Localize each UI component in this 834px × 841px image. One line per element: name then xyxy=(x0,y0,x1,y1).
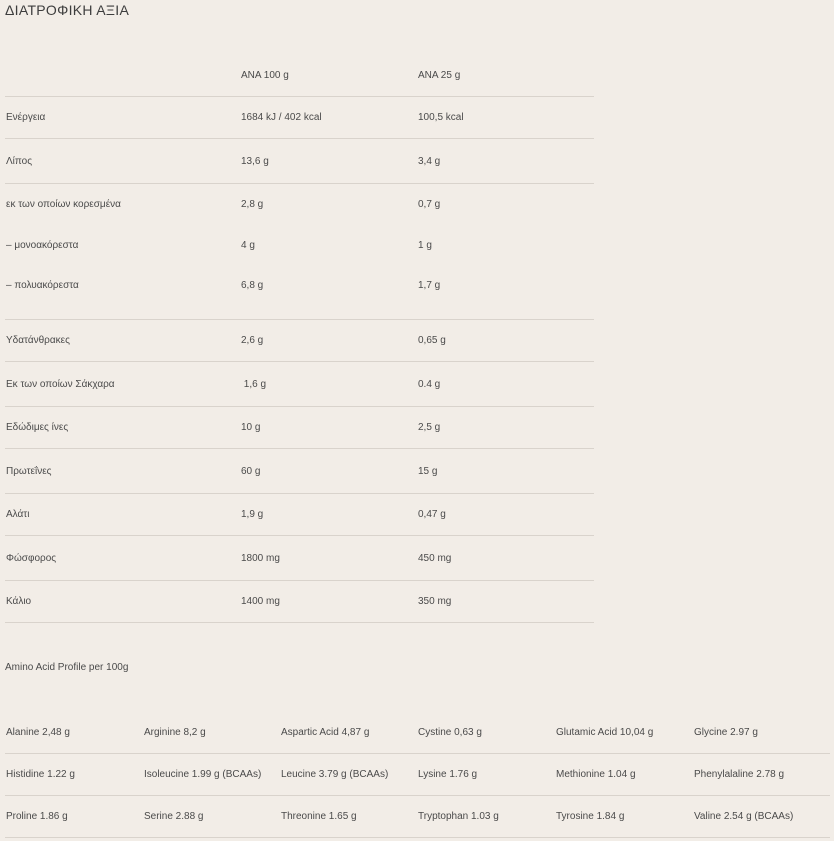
nutrient-value-100g: 1684 kJ / 402 kcal xyxy=(241,112,322,123)
nutrient-value-100g: 1,9 g xyxy=(241,509,264,520)
amino-acid-cell: Threonine 1.65 g xyxy=(281,811,357,822)
nutrient-value-25g: 0,65 g xyxy=(418,335,446,346)
nutrient-value-100g: 60 g xyxy=(241,465,261,477)
nutrition-row-carbohydrates xyxy=(5,320,594,362)
nutrient-value-25g: 1,7 g xyxy=(418,280,441,291)
amino-acid-cell: Glycine 2.97 g xyxy=(694,727,758,738)
amino-acid-table xyxy=(5,712,830,838)
nutrient-name: – πολυακόρεστα xyxy=(6,280,79,291)
amino-acid-cell: Arginine 8,2 g xyxy=(144,727,206,738)
amino-acid-cell: Glutamic Acid 10,04 g xyxy=(556,727,654,738)
nutrient-value-100g: 6,8 g xyxy=(241,280,264,291)
amino-acid-cell: Leucine 3.79 g (BCAAs) xyxy=(281,769,389,780)
nutrient-value-25g: 100,5 kcal xyxy=(418,112,464,123)
nutrient-value-100g: 1400 mg xyxy=(241,596,280,607)
amino-acid-cell: Alanine 2,48 g xyxy=(6,727,70,738)
amino-row xyxy=(5,796,830,838)
nutrient-value-100g: 2,8 g xyxy=(241,199,264,210)
amino-row xyxy=(5,754,830,796)
amino-acid-cell: Phenylalaline 2.78 g xyxy=(694,769,785,780)
header-cell-per-100g: ΑΝΑ 100 g xyxy=(241,70,289,81)
nutrient-value-25g: 0,47 g xyxy=(418,509,446,520)
nutrient-name: Υδατάνθρακες xyxy=(6,335,70,346)
nutrient-name: Φώσφορος xyxy=(6,552,57,564)
nutrition-row-fat xyxy=(5,139,594,184)
amino-acid-cell: Histidine 1.22 g xyxy=(6,769,75,780)
nutrient-value-25g: 3,4 g xyxy=(418,155,441,167)
amino-row xyxy=(5,712,830,754)
page-title: ΔΙΑΤΡΟΦΙΚΗ ΑΞΙΑ xyxy=(5,2,130,18)
header-cell-per-25g: ΑΝΑ 25 g xyxy=(418,70,461,81)
nutrient-value-100g: 10 g xyxy=(241,422,261,433)
amino-acid-cell: Methionine 1.04 g xyxy=(556,769,636,780)
amino-acid-cell: Aspartic Acid 4,87 g xyxy=(281,727,370,738)
nutrient-value-100g: 1800 mg xyxy=(241,552,280,564)
nutrient-name: Λίπος xyxy=(6,155,33,167)
nutrient-value-100g: 2,6 g xyxy=(241,335,264,346)
nutrient-name: – μονοακόρεστα xyxy=(6,240,79,251)
amino-acid-cell: Tryptophan 1.03 g xyxy=(418,811,499,822)
nutrition-row-potassium xyxy=(5,581,594,623)
amino-acid-cell: Isoleucine 1.99 g (BCAAs) xyxy=(144,769,262,780)
nutrient-value-25g: 450 mg xyxy=(418,552,452,564)
nutrition-row-fibre xyxy=(5,407,594,449)
nutrient-value-25g: 2,5 g xyxy=(418,422,441,433)
nutrition-row-energy xyxy=(5,97,594,139)
amino-acid-cell: Serine 2.88 g xyxy=(144,811,204,822)
nutrient-name: Εδώδιμες ίνες xyxy=(6,422,69,433)
nutrition-row-polyunsaturated xyxy=(5,266,594,320)
amino-acid-cell: Lysine 1.76 g xyxy=(418,769,478,780)
amino-acid-cell: Proline 1.86 g xyxy=(6,811,68,822)
nutrition-row-monounsaturated xyxy=(5,225,594,266)
amino-acid-cell: Valine 2.54 g (BCAAs) xyxy=(694,811,794,822)
nutrient-name: Ενέργεια xyxy=(6,112,46,123)
nutrient-value-100g: 13,6 g xyxy=(241,155,269,167)
nutrient-name: Αλάτι xyxy=(6,509,30,520)
amino-acid-profile-title: Amino Acid Profile per 100g xyxy=(5,662,129,673)
nutrient-value-100g: 1,6 g xyxy=(241,378,267,390)
nutrient-value-25g: 0.4 g xyxy=(418,378,441,390)
nutrition-header-row xyxy=(5,55,594,97)
amino-acid-cell: Cystine 0,63 g xyxy=(418,727,482,738)
nutrition-row-protein xyxy=(5,449,594,494)
nutrient-name: Εκ των οποίων Σάκχαρα xyxy=(6,378,115,390)
nutrient-name: Κάλιο xyxy=(6,596,32,607)
nutrition-row-saturated xyxy=(5,184,594,225)
nutrition-table xyxy=(5,55,594,623)
nutrient-value-25g: 350 mg xyxy=(418,596,452,607)
nutrition-row-phosphorus xyxy=(5,536,594,581)
nutrient-value-25g: 1 g xyxy=(418,240,432,251)
nutrient-name: εκ των οποίων κορεσμένα xyxy=(6,199,121,210)
nutrient-value-25g: 0,7 g xyxy=(418,199,441,210)
nutrient-value-100g: 4 g xyxy=(241,240,255,251)
nutrition-row-sugars xyxy=(5,362,594,407)
nutrient-name: Πρωτεΐνες xyxy=(6,465,52,477)
nutrient-value-25g: 15 g xyxy=(418,465,438,477)
nutrition-row-salt xyxy=(5,494,594,536)
amino-acid-cell: Tyrosine 1.84 g xyxy=(556,811,625,822)
